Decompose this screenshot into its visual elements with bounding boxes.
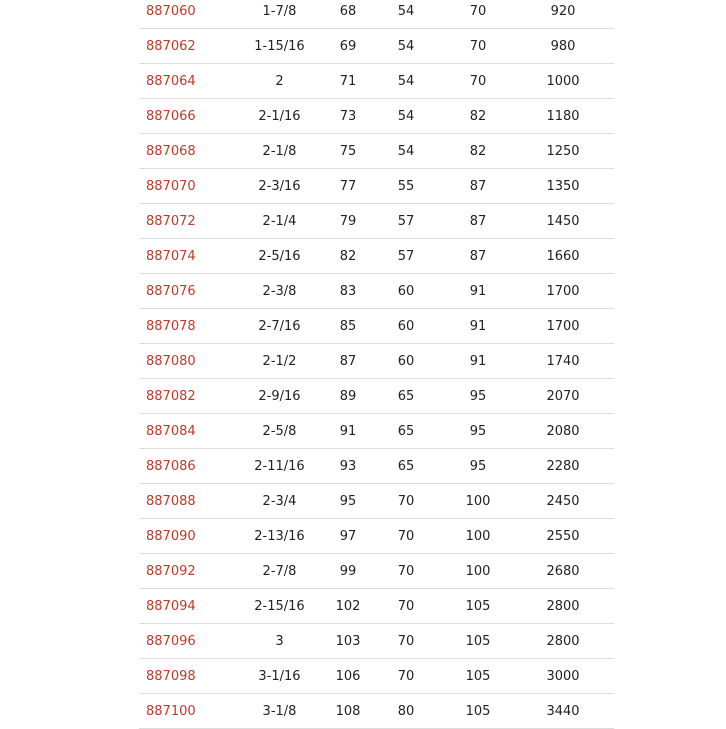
table-row	[139, 29, 614, 64]
cell-dimension-b: 57	[368, 204, 444, 239]
table-row	[139, 694, 614, 729]
cell-dimension-b: 65	[368, 449, 444, 484]
part-number-link[interactable]: 887074	[146, 248, 196, 264]
cell-dimension-b: 60	[368, 344, 444, 379]
cell-dimension-b: 65	[368, 414, 444, 449]
cell-dimension-c: 100	[444, 484, 512, 519]
cell-weight: 1700	[512, 274, 614, 309]
cell-weight: 1000	[512, 64, 614, 99]
table-row	[139, 134, 614, 169]
table-row	[139, 239, 614, 274]
table-row	[139, 64, 614, 99]
cell-dimension-a: 87	[328, 344, 368, 379]
cell-size: 2-1/8	[231, 134, 328, 169]
cell-weight: 2800	[512, 624, 614, 659]
cell-weight: 1740	[512, 344, 614, 379]
cell-dimension-c: 105	[444, 694, 512, 729]
cell-size: 2-9/16	[231, 379, 328, 414]
table-row	[139, 169, 614, 204]
cell-dimension-c: 105	[444, 624, 512, 659]
cell-dimension-b: 54	[368, 64, 444, 99]
cell-size: 2-15/16	[231, 589, 328, 624]
cell-size: 2-7/16	[231, 309, 328, 344]
part-number-link[interactable]: 887082	[146, 388, 196, 404]
table-row	[139, 344, 614, 379]
cell-weight: 1450	[512, 204, 614, 239]
cell-size: 3-1/8	[231, 694, 328, 729]
cell-dimension-b: 80	[368, 694, 444, 729]
cell-dimension-a: 97	[328, 519, 368, 554]
part-number-link[interactable]: 887090	[146, 528, 196, 544]
cell-part-number	[139, 204, 231, 239]
cell-dimension-c: 95	[444, 449, 512, 484]
cell-dimension-a: 73	[328, 99, 368, 134]
part-number-link[interactable]: 887060	[146, 3, 196, 19]
cell-size: 1-7/8	[231, 0, 328, 29]
cell-weight: 2680	[512, 554, 614, 589]
cell-dimension-a: 108	[328, 694, 368, 729]
cell-part-number	[139, 0, 231, 29]
cell-dimension-a: 91	[328, 414, 368, 449]
part-number-link[interactable]: 887078	[146, 318, 196, 334]
cell-part-number	[139, 414, 231, 449]
cell-dimension-a: 79	[328, 204, 368, 239]
cell-dimension-b: 60	[368, 274, 444, 309]
cell-dimension-c: 87	[444, 239, 512, 274]
cell-weight: 1350	[512, 169, 614, 204]
part-number-link[interactable]: 887080	[146, 353, 196, 369]
cell-dimension-c: 100	[444, 519, 512, 554]
cell-size: 2-13/16	[231, 519, 328, 554]
cell-dimension-c: 70	[444, 29, 512, 64]
cell-weight: 1180	[512, 99, 614, 134]
cell-part-number	[139, 169, 231, 204]
part-number-link[interactable]: 887098	[146, 668, 196, 684]
cell-part-number	[139, 239, 231, 274]
cell-size: 2-1/16	[231, 99, 328, 134]
table-row	[139, 449, 614, 484]
cell-weight: 1700	[512, 309, 614, 344]
table-row	[139, 274, 614, 309]
cell-dimension-b: 70	[368, 519, 444, 554]
cell-dimension-a: 95	[328, 484, 368, 519]
cell-dimension-c: 70	[444, 0, 512, 29]
part-number-link[interactable]: 887100	[146, 703, 196, 719]
cell-dimension-a: 75	[328, 134, 368, 169]
part-number-link[interactable]: 887084	[146, 423, 196, 439]
cell-weight: 2450	[512, 484, 614, 519]
cell-dimension-a: 68	[328, 0, 368, 29]
part-number-link[interactable]: 887076	[146, 283, 196, 299]
cell-dimension-a: 69	[328, 29, 368, 64]
cell-dimension-b: 70	[368, 624, 444, 659]
cell-dimension-a: 82	[328, 239, 368, 274]
part-number-link[interactable]: 887094	[146, 598, 196, 614]
cell-size: 2-5/8	[231, 414, 328, 449]
part-number-link[interactable]: 887068	[146, 143, 196, 159]
cell-dimension-b: 70	[368, 554, 444, 589]
cell-size: 2-5/16	[231, 239, 328, 274]
cell-weight: 3440	[512, 694, 614, 729]
cell-part-number	[139, 449, 231, 484]
cell-dimension-a: 85	[328, 309, 368, 344]
table-body	[139, 0, 614, 729]
cell-part-number	[139, 274, 231, 309]
cell-dimension-c: 95	[444, 379, 512, 414]
cell-size: 2	[231, 64, 328, 99]
cell-size: 2-3/8	[231, 274, 328, 309]
part-number-link[interactable]: 887072	[146, 213, 196, 229]
cell-size: 2-1/2	[231, 344, 328, 379]
cell-dimension-c: 105	[444, 659, 512, 694]
cell-part-number	[139, 99, 231, 134]
table-row	[139, 659, 614, 694]
cell-weight: 2070	[512, 379, 614, 414]
cell-dimension-a: 77	[328, 169, 368, 204]
table-row	[139, 204, 614, 239]
part-number-link[interactable]: 887096	[146, 633, 196, 649]
cell-size: 2-11/16	[231, 449, 328, 484]
part-number-link[interactable]: 887086	[146, 458, 196, 474]
cell-dimension-a: 106	[328, 659, 368, 694]
cell-weight: 2800	[512, 589, 614, 624]
cell-part-number	[139, 134, 231, 169]
cell-part-number	[139, 484, 231, 519]
cell-dimension-c: 91	[444, 344, 512, 379]
cell-dimension-a: 71	[328, 64, 368, 99]
cell-dimension-c: 105	[444, 589, 512, 624]
cell-size: 1-15/16	[231, 29, 328, 64]
cell-part-number	[139, 309, 231, 344]
cell-dimension-c: 100	[444, 554, 512, 589]
cell-dimension-b: 54	[368, 29, 444, 64]
table-row	[139, 484, 614, 519]
part-number-link[interactable]: 887092	[146, 563, 196, 579]
cell-dimension-a: 83	[328, 274, 368, 309]
cell-dimension-b: 65	[368, 379, 444, 414]
cell-weight: 920	[512, 0, 614, 29]
cell-dimension-c: 91	[444, 274, 512, 309]
cell-dimension-a: 102	[328, 589, 368, 624]
cell-dimension-b: 54	[368, 134, 444, 169]
product-spec-table	[139, 0, 614, 729]
cell-dimension-b: 55	[368, 169, 444, 204]
cell-dimension-c: 82	[444, 134, 512, 169]
cell-part-number	[139, 694, 231, 729]
table-row	[139, 309, 614, 344]
cell-dimension-a: 89	[328, 379, 368, 414]
table-row	[139, 99, 614, 134]
cell-part-number	[139, 64, 231, 99]
cell-dimension-c: 91	[444, 309, 512, 344]
cell-size: 3	[231, 624, 328, 659]
cell-part-number	[139, 29, 231, 64]
cell-size: 2-1/4	[231, 204, 328, 239]
cell-part-number	[139, 519, 231, 554]
cell-dimension-b: 70	[368, 589, 444, 624]
cell-size: 2-3/16	[231, 169, 328, 204]
cell-dimension-a: 93	[328, 449, 368, 484]
cell-dimension-b: 60	[368, 309, 444, 344]
cell-part-number	[139, 624, 231, 659]
cell-part-number	[139, 589, 231, 624]
part-number-link[interactable]: 887062	[146, 38, 196, 54]
cell-weight: 2080	[512, 414, 614, 449]
cell-weight: 2550	[512, 519, 614, 554]
cell-part-number	[139, 554, 231, 589]
table-row	[139, 589, 614, 624]
table-row	[139, 414, 614, 449]
part-number-link[interactable]: 887066	[146, 108, 196, 124]
part-number-link[interactable]: 887064	[146, 73, 196, 89]
cell-weight: 980	[512, 29, 614, 64]
part-number-link[interactable]: 887088	[146, 493, 196, 509]
cell-weight: 2280	[512, 449, 614, 484]
cell-part-number	[139, 659, 231, 694]
cell-size: 2-3/4	[231, 484, 328, 519]
cell-size: 2-7/8	[231, 554, 328, 589]
cell-dimension-b: 70	[368, 484, 444, 519]
cell-dimension-a: 103	[328, 624, 368, 659]
cell-dimension-b: 57	[368, 239, 444, 274]
cell-part-number	[139, 379, 231, 414]
cell-weight: 1660	[512, 239, 614, 274]
cell-dimension-c: 82	[444, 99, 512, 134]
table-row	[139, 519, 614, 554]
cell-dimension-c: 87	[444, 204, 512, 239]
cell-dimension-c: 70	[444, 64, 512, 99]
cell-weight: 1250	[512, 134, 614, 169]
table-row	[139, 624, 614, 659]
table-row	[139, 0, 614, 29]
cell-dimension-b: 54	[368, 0, 444, 29]
cell-dimension-c: 87	[444, 169, 512, 204]
cell-dimension-c: 95	[444, 414, 512, 449]
table-row	[139, 379, 614, 414]
cell-part-number	[139, 344, 231, 379]
cell-size: 3-1/16	[231, 659, 328, 694]
cell-dimension-a: 99	[328, 554, 368, 589]
cell-weight: 3000	[512, 659, 614, 694]
product-table-container	[139, 0, 614, 729]
cell-dimension-b: 54	[368, 99, 444, 134]
part-number-link[interactable]: 887070	[146, 178, 196, 194]
table-row	[139, 554, 614, 589]
cell-dimension-b: 70	[368, 659, 444, 694]
